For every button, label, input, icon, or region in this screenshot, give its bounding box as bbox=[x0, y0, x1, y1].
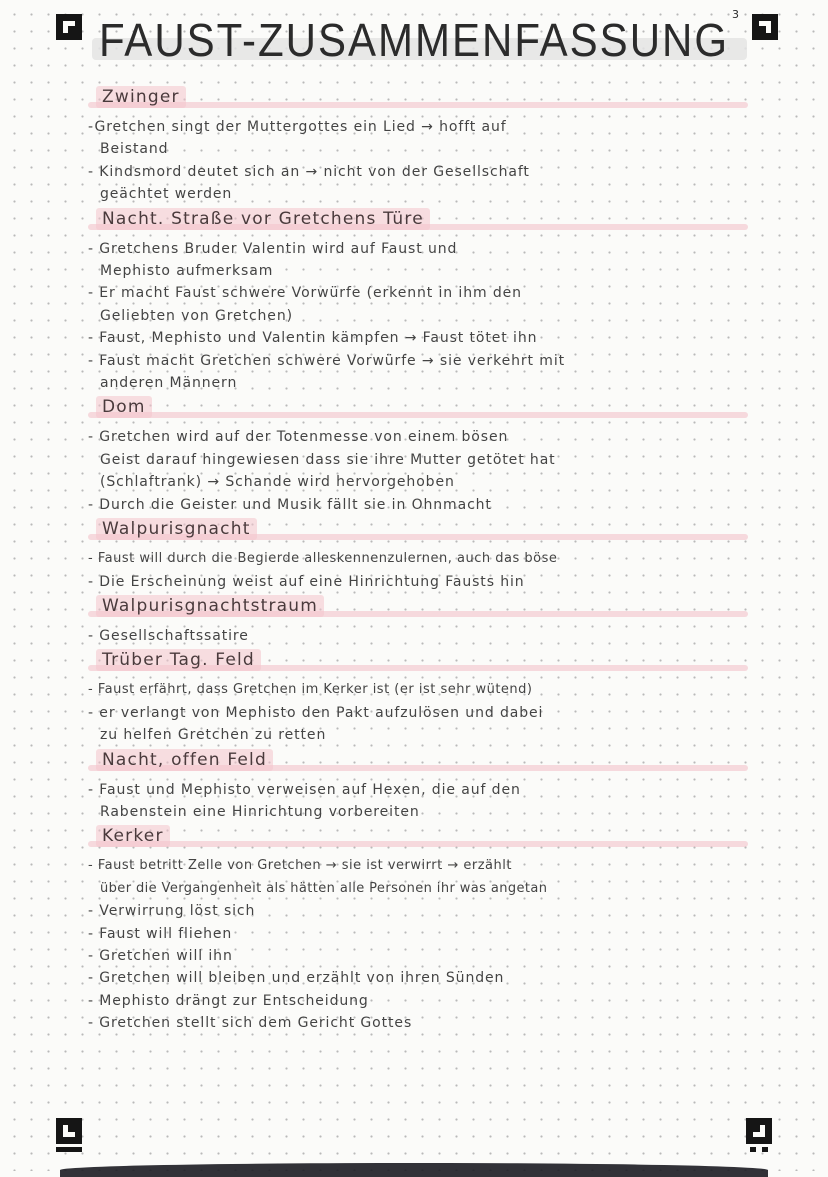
section-nacht-offen-feld bbox=[88, 749, 768, 824]
note-list bbox=[88, 679, 768, 746]
note-line: - Faust macht Gretchen schwere Vorwürfe → sie verkehrt mit bbox=[88, 352, 565, 369]
section-heading: Dom bbox=[96, 396, 152, 418]
note-line: - er verlangt von Mephisto den Pakt aufzulösen und dabei bbox=[88, 704, 544, 721]
section-walpurisgnachtstraum bbox=[88, 595, 768, 647]
page-number: 3 bbox=[732, 8, 739, 21]
note-line: - Gretchen will ihn bbox=[88, 947, 233, 964]
note-line: geächtet werden bbox=[100, 186, 233, 203]
section-heading: Walpurisgnachtstraum bbox=[96, 595, 324, 617]
note-line: - Durch die Geister und Musik fällt sie in Ohnmacht bbox=[88, 496, 492, 513]
note-line: - Gretchens Bruder Valentin wird auf Faust und bbox=[88, 240, 458, 257]
note-line: - Faust und Mephisto verweisen auf Hexen, die auf den bbox=[88, 781, 521, 798]
note-line: - Gesellschaftssatire bbox=[88, 627, 249, 644]
section-heading: Nacht, offen Feld bbox=[96, 749, 273, 771]
section-nacht-strasse bbox=[88, 208, 768, 395]
note-line: - Gretchen will bleiben und erzählt von ihren Sünden bbox=[88, 970, 505, 987]
section-dom bbox=[88, 396, 768, 516]
heading-underline bbox=[88, 412, 748, 418]
note-list bbox=[88, 855, 768, 1034]
corner-marker-bottom-left-icon bbox=[56, 1118, 82, 1144]
note-list bbox=[88, 548, 768, 593]
note-line: Beistand bbox=[100, 141, 169, 158]
note-line: - Faust erfährt, dass Gretchen im Kerker ist (er ist sehr wütend) bbox=[88, 682, 533, 698]
note-line: Mephisto aufmerksam bbox=[100, 263, 274, 280]
page-bottom-edge bbox=[60, 1163, 768, 1177]
note-line: - Faust will durch die Begierde alleskennenzulernen, auch das böse bbox=[88, 551, 558, 567]
note-list bbox=[88, 238, 768, 395]
note-list bbox=[88, 625, 768, 647]
corner-marker-bottom-right-icon bbox=[746, 1118, 772, 1144]
note-line: - Faust will fliehen bbox=[88, 925, 233, 942]
note-line: -Gretchen singt der Muttergottes ein Lied → hofft auf bbox=[88, 119, 507, 135]
note-line: zu helfen Gretchen zu retten bbox=[100, 727, 327, 744]
notes-content bbox=[88, 84, 768, 1035]
section-trueber-tag-feld bbox=[88, 649, 768, 746]
page-title: FAUST-ZUSAMMENFASSUNG bbox=[98, 14, 730, 66]
note-line: Geist darauf hingewiesen dass sie ihre Mutter getötet hat bbox=[100, 451, 556, 468]
section-heading: Kerker bbox=[96, 825, 170, 847]
section-zwinger bbox=[88, 86, 768, 206]
note-line: anderen Männern bbox=[100, 375, 238, 392]
heading-underline bbox=[88, 102, 748, 108]
note-list bbox=[88, 116, 768, 206]
note-line: - Gretchen stellt sich dem Gericht Gottes bbox=[88, 1015, 413, 1032]
section-heading: Trüber Tag. Feld bbox=[96, 649, 261, 671]
note-line: - Die Erscheinung weist auf eine Hinrichtung Fausts hin bbox=[88, 573, 525, 590]
note-line: - Verwirrung löst sich bbox=[88, 903, 256, 920]
note-list bbox=[88, 426, 768, 516]
note-line: Rabenstein eine Hinrichtung vorbereiten bbox=[100, 803, 420, 820]
note-line: - Faust, Mephisto und Valentin kämpfen → Faust tötet ihn bbox=[88, 330, 538, 347]
note-line: Geliebten von Gretchen) bbox=[100, 307, 293, 324]
note-line: - Faust betritt Zelle von Gretchen → sie ist verwirrt → erzählt bbox=[88, 858, 512, 874]
section-heading: Walpurisgnacht bbox=[96, 518, 257, 540]
note-line: - Er macht Faust schwere Vorwürfe (erkennt in ihm den bbox=[88, 285, 522, 302]
section-kerker bbox=[88, 825, 768, 1034]
note-line: - Gretchen wird auf der Totenmesse von einem bösen bbox=[88, 429, 509, 446]
section-heading: Zwinger bbox=[96, 86, 186, 108]
note-line: - Mephisto drängt zur Entscheidung bbox=[88, 992, 369, 1009]
section-heading: Nacht. Straße vor Gretchens Türe bbox=[96, 208, 430, 230]
heading-underline bbox=[88, 841, 748, 847]
note-line: über die Vergangenheit als hätten alle Personen ihr was angetan bbox=[100, 880, 548, 896]
note-line: - Kindsmord deutet sich an → nicht von der Gesellschaft bbox=[88, 163, 530, 180]
note-list bbox=[88, 779, 768, 824]
section-walpurisgnacht bbox=[88, 518, 768, 593]
note-line: (Schlaftrank) → Schande wird hervorgehoben bbox=[100, 474, 455, 491]
